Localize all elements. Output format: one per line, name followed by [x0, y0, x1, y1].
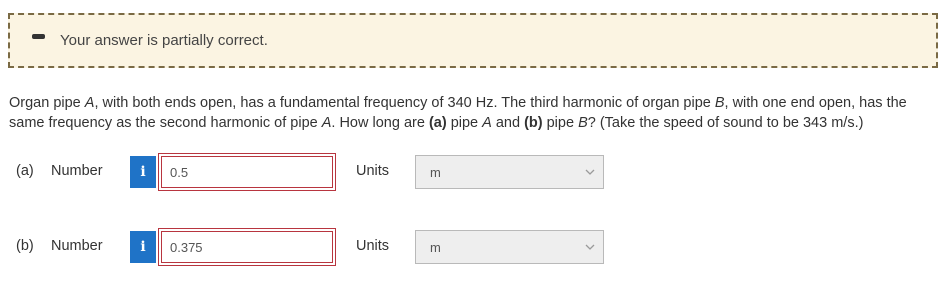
question-fragment: pipe [542, 115, 579, 131]
minus-icon [32, 34, 45, 39]
answer-row-a [0, 154, 950, 190]
pipe-a-label: A [321, 115, 332, 131]
number-label: Number [51, 238, 103, 254]
info-button[interactable] [130, 231, 156, 263]
part-label: (a) [16, 163, 34, 179]
chevron-down-icon [585, 169, 595, 175]
question-fragment: ? (Take the speed of sound to be 343 m/s.) [587, 115, 864, 131]
units-label: Units [356, 163, 390, 179]
number-label: Number [51, 163, 103, 179]
units-label: Units [356, 238, 390, 254]
feedback-message: Your answer is partially correct. [60, 32, 268, 49]
question-fragment: . How long are [331, 115, 429, 131]
question-text [9, 93, 944, 133]
part-label: (b) [16, 238, 34, 254]
units-value: m [430, 165, 441, 180]
number-input[interactable] [161, 231, 333, 263]
info-button[interactable] [130, 156, 156, 188]
pipe-b-label: B [578, 115, 588, 131]
part-b-marker: (b) [524, 115, 543, 131]
question-fragment: , with one end open, has the same frequency as the second harmonic of pipe [9, 95, 907, 131]
info-icon: i [140, 164, 146, 180]
number-input[interactable] [161, 156, 333, 188]
units-select[interactable] [415, 155, 604, 189]
chevron-down-icon [585, 244, 595, 250]
units-value: m [430, 240, 441, 255]
pipe-a-label: A [84, 95, 95, 111]
answer-row-b [0, 229, 950, 265]
question-fragment: pipe [446, 115, 483, 131]
part-a-marker: (a) [428, 115, 447, 131]
info-icon: i [140, 239, 146, 255]
units-select[interactable] [415, 230, 604, 264]
feedback-box [8, 13, 938, 68]
pipe-a-label: A [482, 115, 492, 131]
question-fragment: , with both ends open, has a fundamental frequency of 340 Hz. The third harmonic of organ pipe [94, 95, 715, 111]
question-fragment: Organ pipe [9, 95, 85, 111]
question-fragment: and [491, 115, 525, 131]
pipe-b-label: B [714, 95, 725, 111]
